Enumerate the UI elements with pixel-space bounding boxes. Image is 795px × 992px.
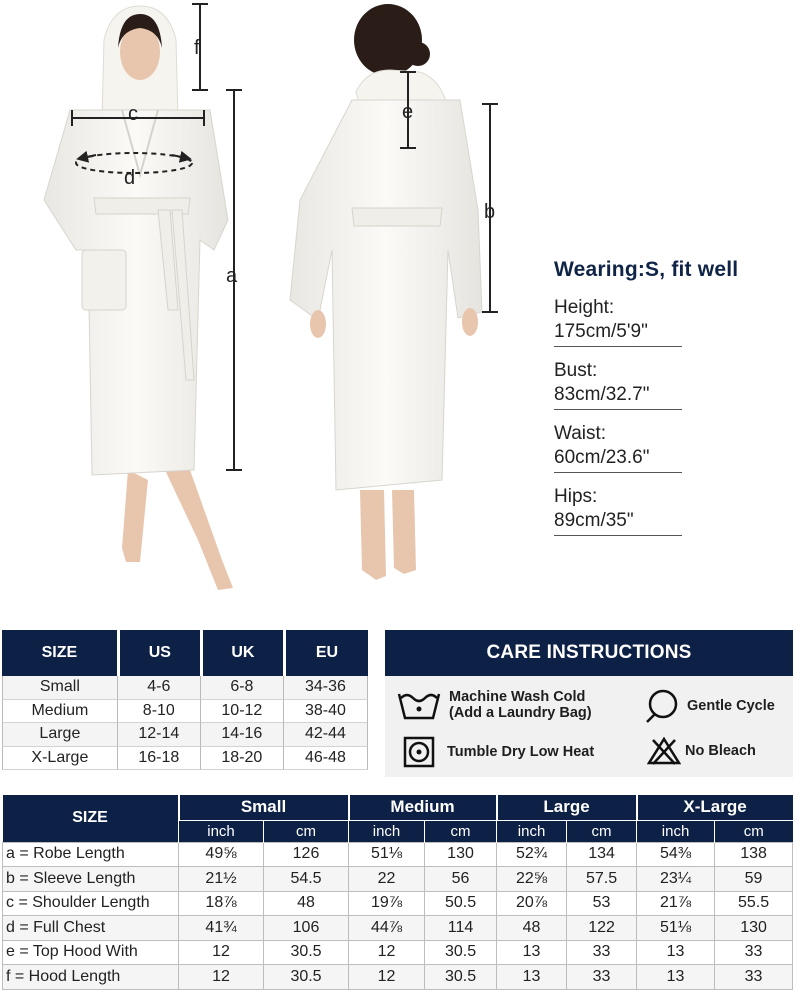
cell: 54⅜	[637, 842, 715, 867]
cell: 53	[567, 891, 637, 916]
table-row	[3, 916, 793, 941]
header-unit-cm: cm	[567, 820, 637, 842]
cell: 33	[567, 940, 637, 965]
cell: 33	[715, 965, 793, 990]
cell: 22	[349, 867, 425, 892]
cell: 48	[264, 891, 349, 916]
cell: 21⅞	[637, 891, 715, 916]
care-instructions-title: CARE INSTRUCTIONS	[385, 630, 793, 676]
cell: 46-48	[283, 747, 368, 771]
cell: 33	[567, 965, 637, 990]
stat-label: Waist:	[554, 423, 607, 444]
gentle-cycle-icon	[643, 688, 679, 724]
size-conversion-table	[2, 630, 368, 770]
cell: 13	[637, 940, 715, 965]
cell: 126	[264, 842, 349, 867]
stat-label: Height:	[554, 297, 615, 318]
cell: 12-14	[117, 723, 200, 747]
cell: 13	[497, 965, 567, 990]
header-medium: Medium	[349, 795, 497, 820]
row-label: a = Robe Length	[3, 842, 179, 867]
no-bleach-icon	[647, 736, 681, 766]
cell: 38-40	[283, 700, 368, 724]
cell: 12	[179, 940, 264, 965]
cell: 114	[425, 916, 497, 941]
cell: 22⅝	[497, 867, 567, 892]
tumble-dry-icon	[403, 736, 435, 768]
cell: 18⅞	[179, 891, 264, 916]
cell: X-Large	[2, 747, 117, 771]
measure-letter-e: e	[402, 101, 414, 123]
row-label: e = Top Hood With	[3, 940, 179, 965]
model-info-panel	[554, 258, 784, 548]
cell: 57.5	[567, 867, 637, 892]
cell: 13	[497, 940, 567, 965]
cell: 20⅞	[497, 891, 567, 916]
conversion-header-row	[2, 630, 368, 676]
header-large: Large	[497, 795, 637, 820]
header-unit-inch: inch	[637, 820, 715, 842]
row-label: b = Sleeve Length	[3, 867, 179, 892]
cell: 19⅞	[349, 891, 425, 916]
cell: 55.5	[715, 891, 793, 916]
stat-bust	[554, 359, 682, 410]
tumble-dry-text: Tumble Dry Low Heat	[447, 744, 595, 760]
measure-letter-f: f	[194, 37, 200, 59]
cell: 54.5	[264, 867, 349, 892]
cell: 138	[715, 842, 793, 867]
cell: 21½	[179, 867, 264, 892]
row-label: f = Hood Length	[3, 965, 179, 990]
machine-wash-line-2: (Add a Laundry Bag)	[449, 705, 592, 721]
cell: 34-36	[283, 676, 368, 700]
stat-value: 175cm/5'9"	[554, 321, 648, 342]
cell: 12	[349, 940, 425, 965]
cell: 106	[264, 916, 349, 941]
care-machine-wash	[397, 688, 592, 722]
back-model-figure	[290, 4, 482, 580]
cell: 51⅛	[637, 916, 715, 941]
table-row	[2, 747, 368, 771]
care-gentle-cycle	[643, 688, 775, 724]
cell: Large	[2, 723, 117, 747]
header-unit-cm: cm	[264, 820, 349, 842]
cell: 30.5	[425, 965, 497, 990]
table-row	[3, 842, 793, 867]
cell: 8-10	[117, 700, 200, 724]
care-instructions-panel	[385, 630, 793, 777]
cell: 33	[715, 940, 793, 965]
cell: 23¼	[637, 867, 715, 892]
cell: 14-16	[200, 723, 283, 747]
header-unit-inch: inch	[179, 820, 264, 842]
measurement-table-body	[3, 842, 793, 989]
cell: 59	[715, 867, 793, 892]
cell: 51⅛	[349, 842, 425, 867]
stat-value: 83cm/32.7"	[554, 384, 650, 405]
cell: 52¾	[497, 842, 567, 867]
table-row	[2, 723, 368, 747]
cell: 12	[349, 965, 425, 990]
table-row	[3, 965, 793, 990]
cell: 130	[715, 916, 793, 941]
size-measurement-table	[2, 795, 793, 990]
wash-tub-icon	[397, 688, 441, 722]
stat-value: 60cm/23.6"	[554, 447, 650, 468]
measure-letter-c: c	[128, 103, 138, 125]
cell: 30.5	[425, 940, 497, 965]
header-eu: EU	[283, 630, 368, 676]
cell: 56	[425, 867, 497, 892]
measurement-size-header-row	[3, 795, 793, 820]
header-unit-inch: inch	[349, 820, 425, 842]
measure-letter-a: a	[226, 265, 238, 287]
cell: Medium	[2, 700, 117, 724]
cell: 13	[637, 965, 715, 990]
cell: 12	[179, 965, 264, 990]
cell: 4-6	[117, 676, 200, 700]
stat-waist	[554, 422, 682, 473]
cell: 134	[567, 842, 637, 867]
cell: 10-12	[200, 700, 283, 724]
wearing-size-title: Wearing:S, fit well	[554, 258, 739, 281]
cell: 130	[425, 842, 497, 867]
cell: 48	[497, 916, 567, 941]
cell: 30.5	[264, 965, 349, 990]
cell: 41¾	[179, 916, 264, 941]
cell: 16-18	[117, 747, 200, 771]
header-uk: UK	[200, 630, 283, 676]
row-label: c = Shoulder Length	[3, 891, 179, 916]
table-row	[3, 891, 793, 916]
header-small: Small	[179, 795, 349, 820]
table-row	[3, 940, 793, 965]
care-tumble-dry	[403, 736, 594, 768]
header-size: SIZE	[2, 630, 117, 676]
cell: 49⅝	[179, 842, 264, 867]
care-no-bleach	[647, 736, 756, 766]
table-row	[3, 867, 793, 892]
no-bleach-text: No Bleach	[685, 743, 756, 759]
care-text	[449, 689, 592, 721]
measure-letter-d: d	[124, 167, 136, 189]
row-label: d = Full Chest	[3, 916, 179, 941]
stat-hips	[554, 485, 682, 536]
measure-letter-b: b	[484, 201, 496, 223]
cell: 122	[567, 916, 637, 941]
header-size: SIZE	[3, 795, 179, 842]
cell: 42-44	[283, 723, 368, 747]
gentle-cycle-text: Gentle Cycle	[687, 698, 775, 714]
header-unit-cm: cm	[425, 820, 497, 842]
header-x-large: X-Large	[637, 795, 793, 820]
table-row	[2, 700, 368, 724]
stat-value: 89cm/35"	[554, 510, 634, 531]
stat-label: Bust:	[554, 360, 598, 381]
header-unit-cm: cm	[715, 820, 793, 842]
cell: 30.5	[264, 940, 349, 965]
table-row	[2, 676, 368, 700]
cell: 44⅞	[349, 916, 425, 941]
header-unit-inch: inch	[497, 820, 567, 842]
front-model-figure	[44, 6, 233, 590]
cell: 6-8	[200, 676, 283, 700]
stat-label: Hips:	[554, 486, 598, 507]
stat-height	[554, 296, 682, 347]
machine-wash-line-1: Machine Wash Cold	[449, 689, 586, 705]
cell: Small	[2, 676, 117, 700]
cell: 18-20	[200, 747, 283, 771]
header-us: US	[117, 630, 200, 676]
cell: 50.5	[425, 891, 497, 916]
